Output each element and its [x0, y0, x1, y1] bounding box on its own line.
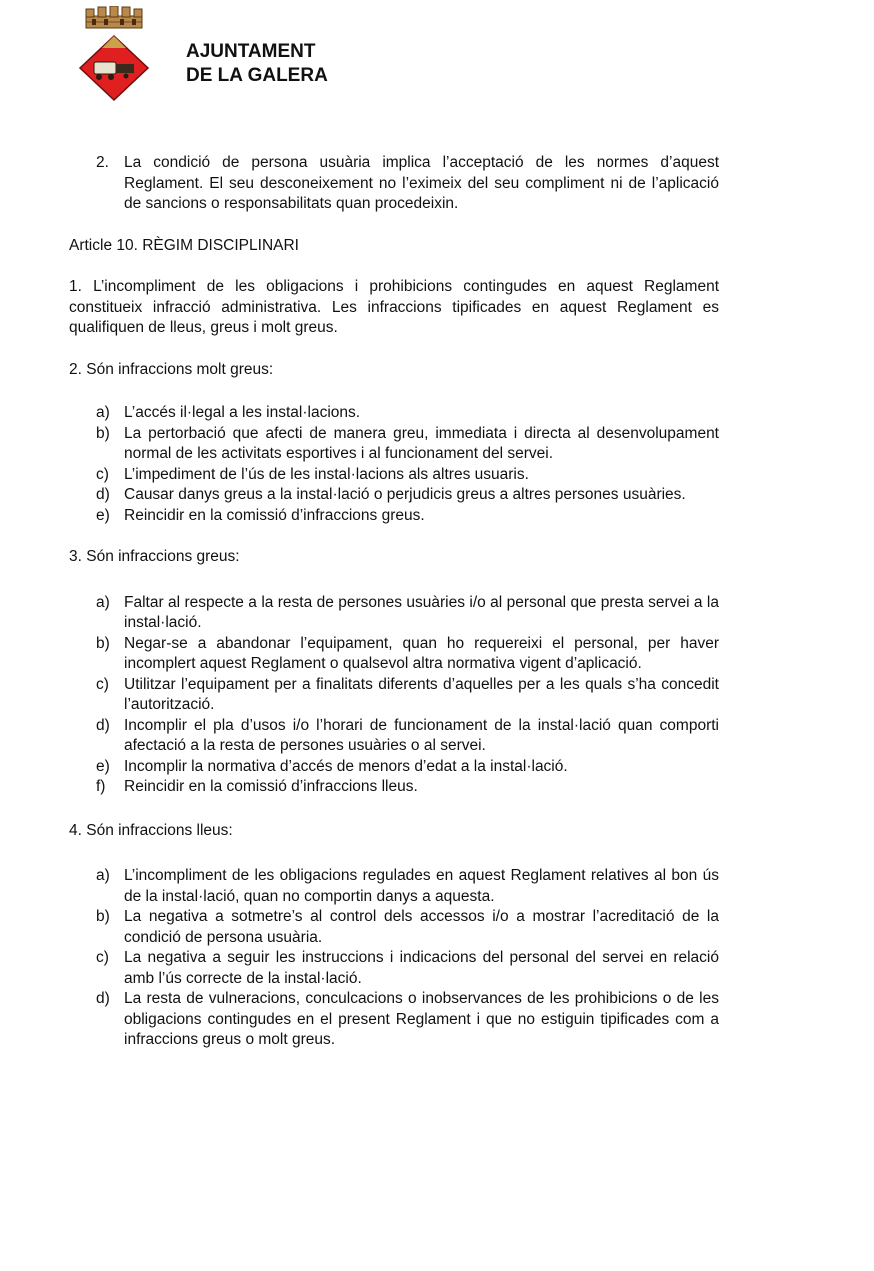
list-item: d) La resta de vulneracions, conculcacions o inobservances de les prohibicions o de les obligacions contingudes en el present Reglament i que no estiguin tipificades com a infraccions greus o molt greus. — [96, 990, 719, 1048]
paragraph-3: 3. Són infraccions greus: — [69, 548, 240, 565]
paragraph-4: 4. Són infraccions lleus: — [69, 821, 233, 839]
list-item: a) L’accés il·legal a les instal·lacions. — [96, 404, 361, 421]
list-item: b) La negativa a sotmetre’s al control dels accessos i/o a mostrar l’acreditació de la condició de persona usuària. — [96, 908, 719, 946]
serious-infractions-list — [69, 593, 719, 798]
article-title: Article 10. RÈGIM DISCIPLINARI — [69, 236, 299, 254]
list-item: c) L’impediment de l’ús de les instal·lacions als altres usuaris. — [96, 465, 529, 483]
letterhead — [78, 6, 478, 106]
minor-infractions-list — [69, 866, 719, 1051]
paragraph-2: 2. Són infraccions molt greus: — [69, 360, 274, 378]
municipality-name — [186, 40, 328, 88]
list-item: e) Incomplir la normativa d’accés de menors d’edat a la instal·lació. — [96, 757, 568, 775]
list-item: c) Utilitzar l’equipament per a finalitats diferents d’aquelles per a les quals s’ha concedit l’autorització. — [96, 675, 719, 713]
list-item: e) Reincidir en la comissió d’infraccions greus. — [96, 506, 425, 524]
list-item: b) La pertorbació que afecti de manera greu, immediata i directa al desenvolupament normal de les activitats esportives i al funcionament del servei. — [96, 424, 719, 462]
list-item: c) La negativa a seguir les instruccions i indicacions del personal del servei en relació amb l’ús correcte de la instal·lació. — [96, 949, 719, 987]
org-line-1: AJUNTAMENT — [186, 41, 316, 62]
intro-number: 2. — [96, 154, 109, 171]
intro-text: La condició de persona usuària implica l’acceptació de les normes d’aquest Reglament. El seu desconeixement no l’eximeix del seu compliment ni de l’aplicació de sancions o responsabilitats quan procedeixin. — [124, 154, 719, 212]
org-line-2: DE LA GALERA — [186, 65, 328, 86]
list-item: f) Reincidir en la comissió d’infraccions lleus. — [96, 778, 418, 795]
list-item: d) Causar danys greus a la instal·lació o perjudicis greus a altres persones usuàries. — [96, 486, 686, 503]
list-item: a) L’incompliment de les obligacions regulades en aquest Reglament relatives al bon ús de la instal·lació, quan no comportin danys a aquesta. — [96, 867, 719, 905]
list-item: d) Incomplir el pla d’usos i/o l’horari de funcionament de la instal·lació quan comporti afectació a la resta de persones usuàries o al servei. — [96, 716, 719, 754]
list-item: a) Faltar al respecte a la resta de persones usuàries i/o al personal que presta servei a la instal·lació. — [96, 593, 719, 631]
list-item: b) Negar-se a abandonar l’equipament, quan ho requereixi el personal, per haver incomplert aquest Reglament o qualsevol altra normativa vigent d’aplicació. — [96, 634, 719, 672]
very-serious-infractions-list — [69, 403, 719, 526]
coat-of-arms-icon — [78, 6, 150, 102]
document-body — [69, 153, 719, 1051]
intro-item — [96, 153, 719, 215]
paragraph-1: 1. L’incompliment de les obligacions i prohibicions contingudes en aquest Reglament constitueix infracció administrativa. Les infraccions tipificades en aquest Reglament es qualifiquen de lleus, greus i molt greus. — [69, 278, 719, 336]
